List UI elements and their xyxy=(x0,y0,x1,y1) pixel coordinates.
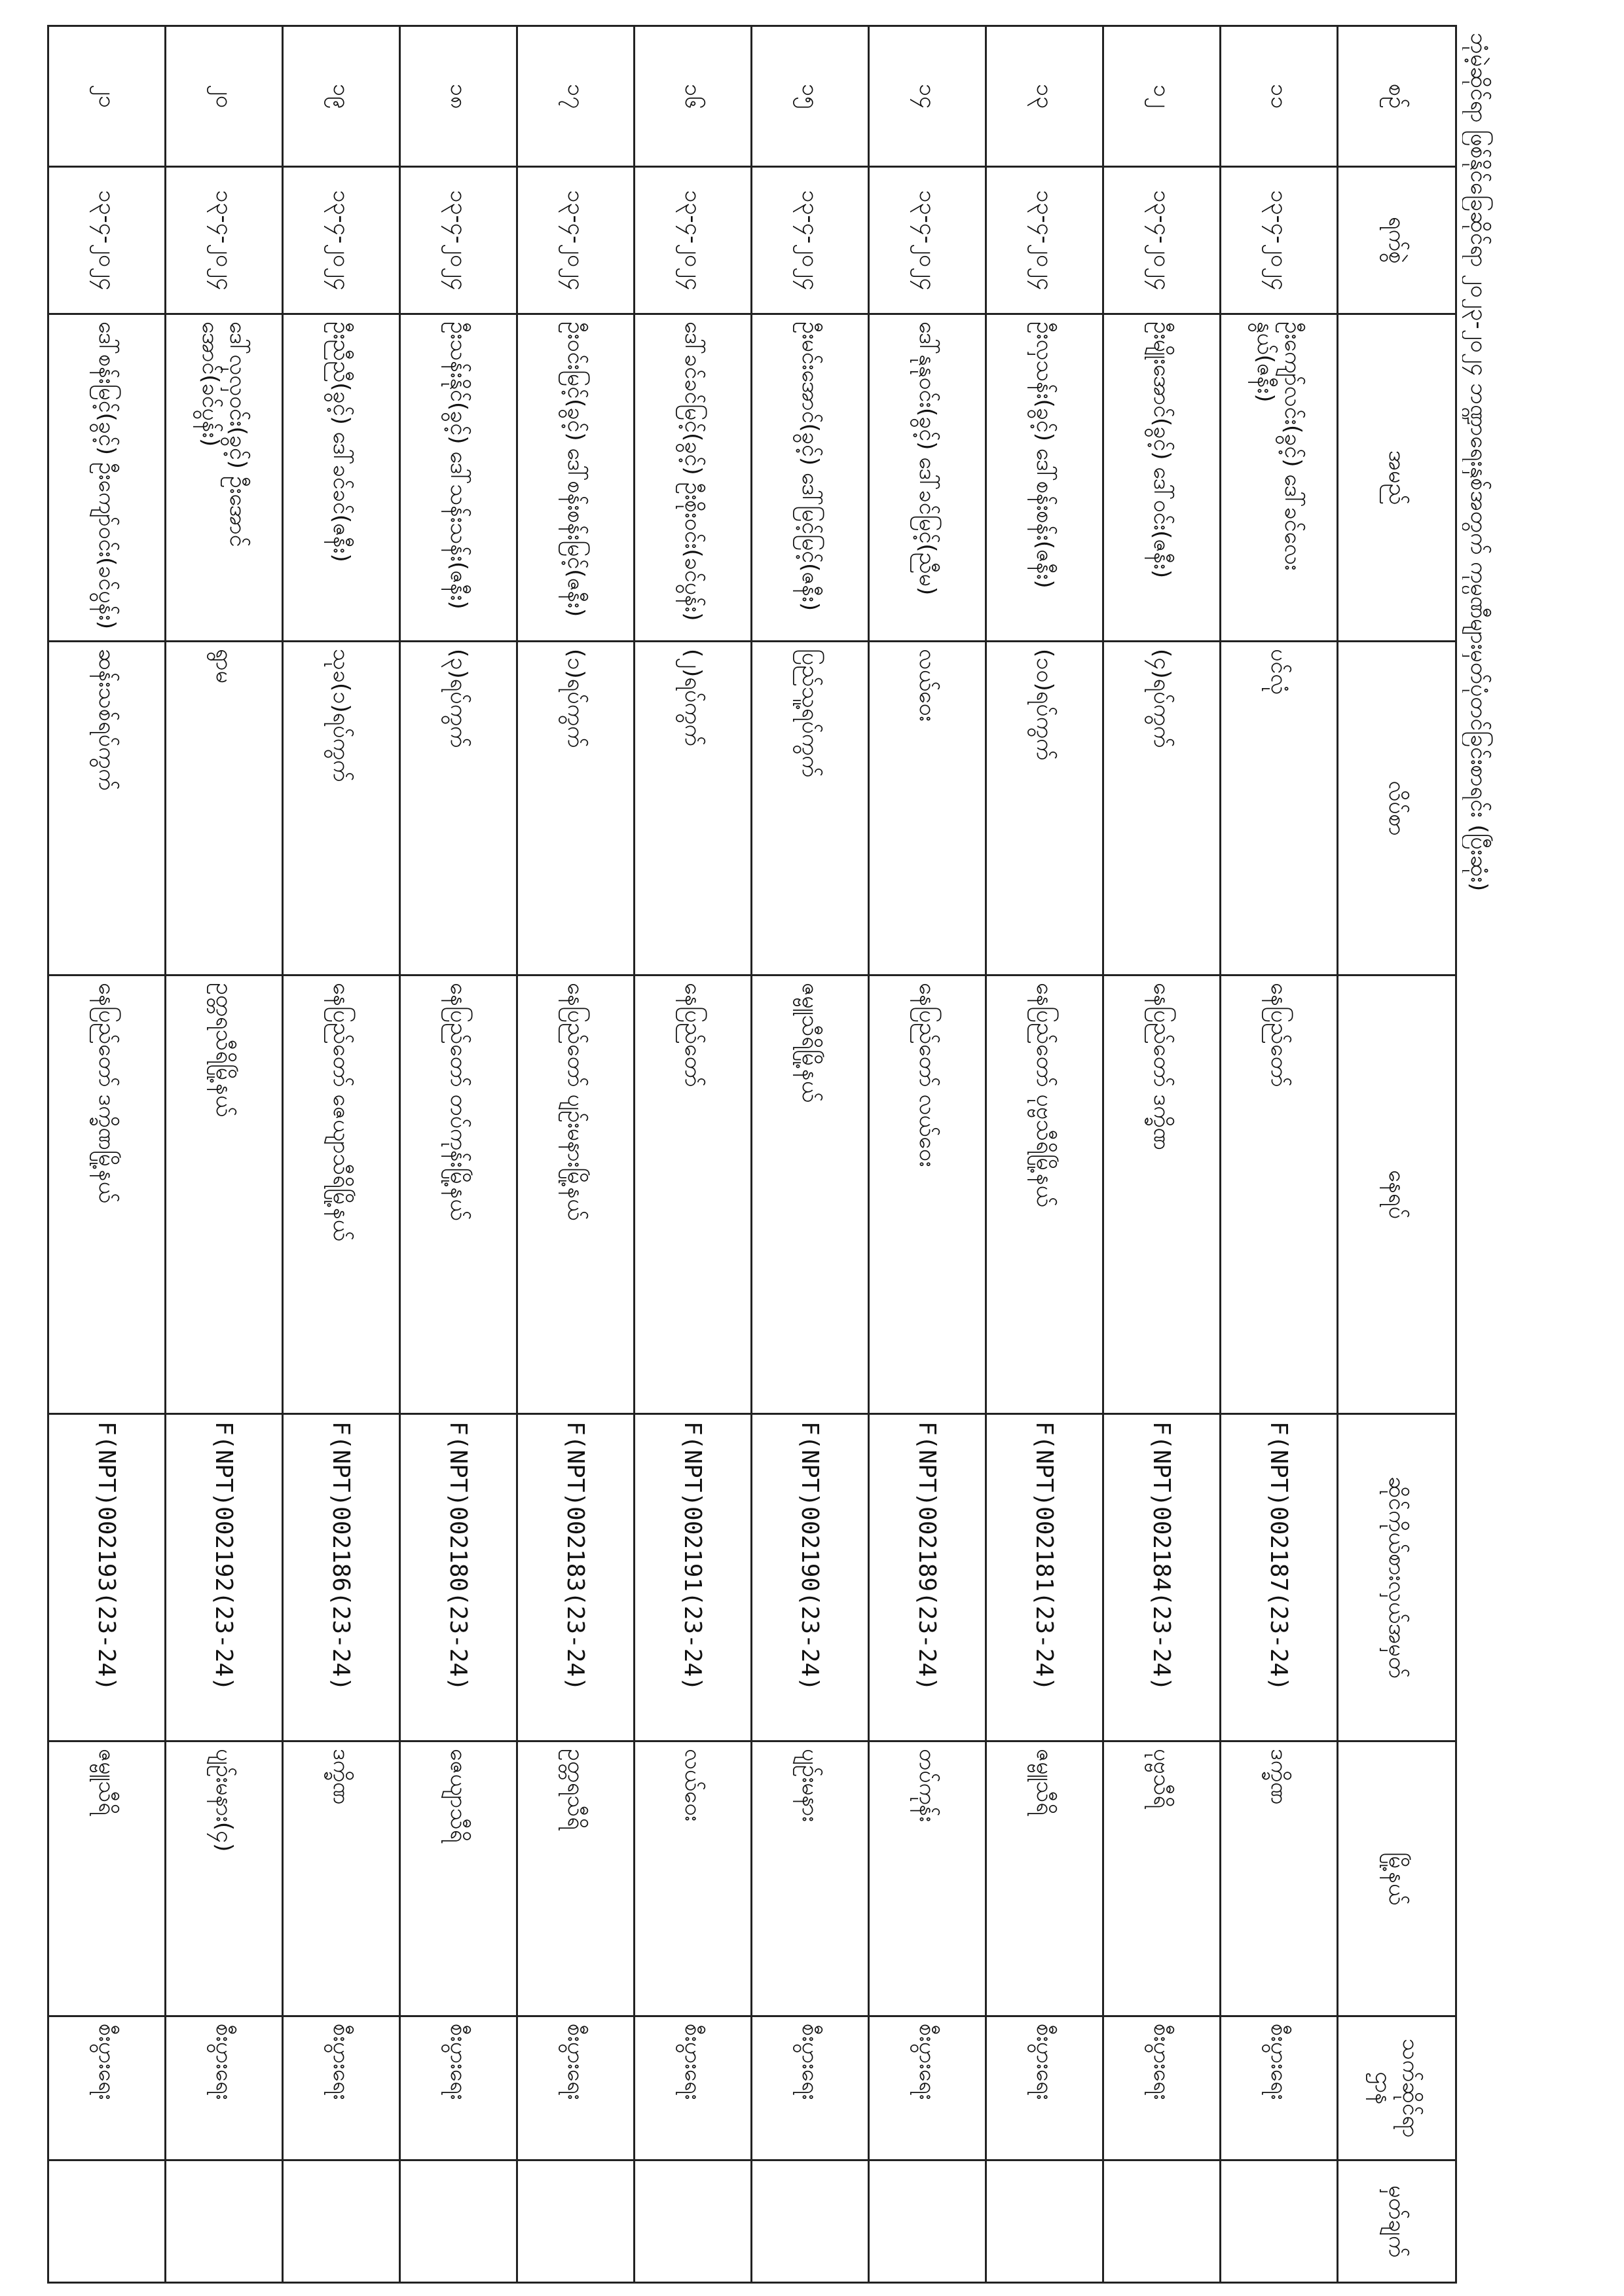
table-row xyxy=(283,26,400,2283)
header-place: လိပ်စာ xyxy=(1338,642,1456,975)
header-remark: မှတ်ချက် xyxy=(1338,2160,1456,2283)
table-row xyxy=(48,26,166,2283)
cell-department: စီးပွားရေး xyxy=(635,2016,752,2160)
cell-name: ဒေါ်လှလှဝင်း(ခွင့်) ဦးအောင်အောင်(ခင်ပွန်း) xyxy=(166,314,283,642)
cell-address: နေပြည်တော် ဒက္ခိဏမြို့နယ် xyxy=(48,975,166,1414)
cell-date: ၁၃-၄-၂၀၂၄ xyxy=(752,167,869,314)
cell-remark xyxy=(283,2160,400,2283)
cell-code: F(NPT)002187(23-24) xyxy=(1221,1414,1338,1741)
cell-name: ဒေါ်နုနုဝင်း(ခွင့်) ဒေါ်ခင်မြင့်(ညီမ) xyxy=(869,314,986,642)
cell-remark xyxy=(1221,2160,1338,2283)
cell-date: ၁၃-၄-၂၀၂၄ xyxy=(283,167,400,314)
cell-department: စီးပွားရေး xyxy=(869,2016,986,2160)
table-row xyxy=(635,26,752,2283)
header-name: အမည် xyxy=(1338,314,1456,642)
cell-place: ပင်လုံ xyxy=(1221,642,1338,975)
cell-no: ၁၈ xyxy=(400,26,517,167)
cell-township: ဇေယျာသီရိ xyxy=(400,1741,517,2016)
cell-name: ဦးလှသန်း(ခွင့်) ဒေါ်စန်းစန်း(ဇနီး) xyxy=(986,314,1103,642)
cell-code: F(NPT)002180(23-24) xyxy=(400,1414,517,1741)
header-department: သက်ဆိုင်ရာ ဌာန xyxy=(1338,2016,1456,2160)
cell-place: (၁)ရပ်ကွက် xyxy=(517,642,635,975)
cell-date: ၁၃-၄-၂၀၂၄ xyxy=(1103,167,1221,314)
cell-code: F(NPT)002191(23-24) xyxy=(635,1414,752,1741)
cell-address: ဇမ္ဗူသီရိမြို့နယ် xyxy=(752,975,869,1414)
cell-no: ၁၁ xyxy=(1221,26,1338,167)
cell-address: နေပြည်တော် ပုဗ္ဗသီရိမြို့နယ် xyxy=(986,975,1103,1414)
cell-township: ဇမ္ဗူသီရိ xyxy=(48,1741,166,2016)
cell-township: လယ်ဝေး xyxy=(635,1741,752,2016)
cell-place: ရွာမ xyxy=(166,642,283,975)
cell-no: ၂၀ xyxy=(166,26,283,167)
cell-place: ပြည်သူ့ရပ်ကွက် xyxy=(752,642,869,975)
cell-no: ၁၉ xyxy=(283,26,400,167)
cell-place: သုခ(၁)ရပ်ကွက် xyxy=(283,642,400,975)
table-row xyxy=(400,26,517,2283)
cell-department: စီးပွားရေး xyxy=(283,2016,400,2160)
cell-date: ၁၃-၄-၂၀၂၄ xyxy=(48,167,166,314)
cell-township: ဇမ္ဗူသီရိ xyxy=(986,1741,1103,2016)
cell-place: (၄)ရပ်ကွက် xyxy=(1103,642,1221,975)
cell-remark xyxy=(752,2160,869,2283)
cell-name: ဦးသန်းနိုင်(ခွင့်) ဒေါ်သန်းသန်း(ဇနီး) xyxy=(400,314,517,642)
header-code: ဆိုင်ကိုယ်စားလှယ်အမှတ် xyxy=(1338,1414,1456,1741)
cell-name: ဦးညီညီ(ခွင့်) ဒေါ်ခင်ခင်(ဇနီး) xyxy=(283,314,400,642)
cell-place: (၃)ရပ်ကွက် xyxy=(400,642,517,975)
cell-remark xyxy=(166,2160,283,2283)
cell-place: (၁၀)ရပ်ကွက် xyxy=(986,642,1103,975)
cell-code: F(NPT)002186(23-24) xyxy=(283,1414,400,1741)
table-row xyxy=(166,26,283,2283)
cell-date: ၁၃-၄-၂၀၂၄ xyxy=(400,167,517,314)
cell-code: F(NPT)002181(23-24) xyxy=(986,1414,1103,1741)
cell-date: ၁၃-၄-၂၀၂၄ xyxy=(517,167,635,314)
cell-department: စီးပွားရေး xyxy=(517,2016,635,2160)
cell-department: စီးပွားရေး xyxy=(400,2016,517,2160)
cell-no: ၁၅ xyxy=(752,26,869,167)
cell-name: ဦးမျိုးအောင်(ခွင့်) ဒေါ်ဝင်း(ဇနီး) xyxy=(1103,314,1221,642)
cell-township: ဒက္ခိဏ xyxy=(1221,1741,1338,2016)
cell-no: ၁၆ xyxy=(635,26,752,167)
cell-address: နေပြည်တော် ဇေယျာသီရိမြို့နယ် xyxy=(283,975,400,1414)
cell-no: ၁၃ xyxy=(986,26,1103,167)
cell-date: ၁၃-၄-၂၀၂၄ xyxy=(166,167,283,314)
cell-department: စီးပွားရေး xyxy=(1221,2016,1338,2160)
cell-address: နေပြည်တော် လယ်ဝေး xyxy=(869,975,986,1414)
table-row xyxy=(752,26,869,2283)
cell-address: နေပြည်တော် xyxy=(1221,975,1338,1414)
cell-code: F(NPT)002183(23-24) xyxy=(517,1414,635,1741)
cell-address: နေပြည်တော် ပျဉ်းမနားမြို့နယ် xyxy=(517,975,635,1414)
cell-township: တပ်ကုန်း xyxy=(869,1741,986,2016)
table-row xyxy=(1103,26,1221,2283)
cell-department: စီးပွားရေး xyxy=(752,2016,869,2160)
cell-name: ဒေါ်စန်းမြင့်(ခွင့်) ဦးကျော်ဝင်း(ခင်ပွန်း) xyxy=(48,314,166,642)
cell-date: ၁၃-၄-၂၀၂၄ xyxy=(1221,167,1338,314)
table-row xyxy=(986,26,1103,2283)
cell-department: စီးပွားရေး xyxy=(48,2016,166,2160)
cell-township: ဒက္ခိဏ xyxy=(283,1741,400,2016)
header-no: စဉ် xyxy=(1338,26,1456,167)
cell-code: F(NPT)002192(23-24) xyxy=(166,1414,283,1741)
cell-date: ၁၃-၄-၂၀၂၄ xyxy=(635,167,752,314)
cell-department: စီးပွားရေး xyxy=(986,2016,1103,2160)
cell-department: စီးပွားရေး xyxy=(1103,2016,1221,2160)
cell-date: ၁၃-၄-၂၀၂၄ xyxy=(986,167,1103,314)
table-caption: ဘုံမဲ့ဆိုင်ရာ ဖြစ်နိုင်ခြေဆိုင်ရာ ၂၀၂၃-၂၀၂၄ ဘဏ္ဍာရေးနှစ်အတွက် ကုမ္ပဏီများမှတ်ပုံတင်ခြင်းစာရင်း (ပြီးဆုံး) xyxy=(1466,33,1492,892)
cell-name: ဦးဝင်းမြင့်(ခွင့်) ဒေါ်စန်းစန်းမြင့်(ဇနီး) xyxy=(517,314,635,642)
cell-remark xyxy=(517,2160,635,2283)
cell-code: F(NPT)002190(23-24) xyxy=(752,1414,869,1741)
cell-code: F(NPT)002189(23-24) xyxy=(869,1414,986,1741)
cell-remark xyxy=(400,2160,517,2283)
cell-remark xyxy=(635,2160,752,2283)
cell-remark xyxy=(986,2160,1103,2283)
cell-no: ၁၂ xyxy=(1103,26,1221,167)
cell-address: နေပြည်တော် တပ်ကုန်းမြို့နယ် xyxy=(400,975,517,1414)
cell-department: စီးပွားရေး xyxy=(166,2016,283,2160)
cell-township: ပျဉ်းမနား xyxy=(752,1741,869,2016)
cell-place: ဆန်းသစ်ရပ်ကွက် xyxy=(48,642,166,975)
cell-no: ၁၇ xyxy=(517,26,635,167)
header-address: နေရပ် xyxy=(1338,975,1456,1414)
cell-no: ၂၁ xyxy=(48,26,166,167)
cell-date: ၁၃-၄-၂၀၂၄ xyxy=(869,167,986,314)
cell-remark xyxy=(869,2160,986,2283)
cell-township: ပုဗ္ဗသီရိ xyxy=(1103,1741,1221,2016)
table-row xyxy=(517,26,635,2283)
cell-code: F(NPT)002193(23-24) xyxy=(48,1414,166,1741)
cell-place: လယ်ဝေး xyxy=(869,642,986,975)
cell-address: နေပြည်တော် xyxy=(635,975,752,1414)
rotated-table-sheet xyxy=(93,25,1495,2282)
cell-township: ပျဉ်းမနား(၄) xyxy=(166,1741,283,2016)
cell-place: (၂)ရပ်ကွက် xyxy=(635,642,752,975)
cell-name: ဒေါ်ခင်ခင်မြင့်(ခွင့်) ဦးစိုးဝင်း(ခင်ပွန်း) xyxy=(635,314,752,642)
cell-no: ၁၄ xyxy=(869,26,986,167)
cell-address: ဥတ္တရသီရိမြို့နယ် xyxy=(166,975,283,1414)
cell-remark xyxy=(48,2160,166,2283)
header-township: မြို့နယ် xyxy=(1338,1741,1456,2016)
cell-name: ဦးကျော်လင်း(ခွင့်) ဒေါ်ခင်လေးနွယ်(ဇနီး) xyxy=(1221,314,1338,642)
cell-address: နေပြည်တော် ဒက္ခိဏ xyxy=(1103,975,1221,1414)
table-row xyxy=(869,26,986,2283)
cell-name: ဦးမင်းအောင်(ခွင့်) ဒေါ်မြင့်မြင့်(ဇနီး) xyxy=(752,314,869,642)
registration-table xyxy=(47,25,1457,2284)
table-row xyxy=(1221,26,1338,2283)
header-row xyxy=(1338,26,1456,2283)
cell-township: ဥတ္တရသီရိ xyxy=(517,1741,635,2016)
cell-code: F(NPT)002184(23-24) xyxy=(1103,1414,1221,1741)
cell-remark xyxy=(1103,2160,1221,2283)
header-date: ရက်စွဲ xyxy=(1338,167,1456,314)
